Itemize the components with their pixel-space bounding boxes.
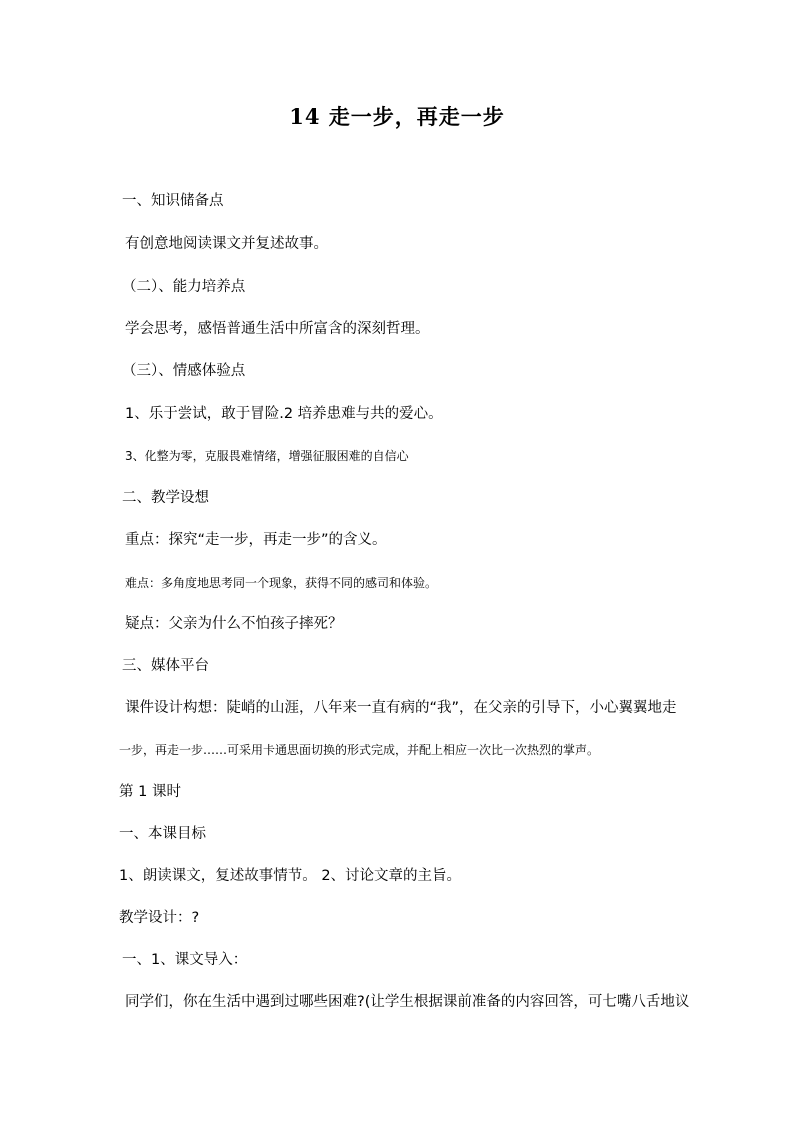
paragraph-knowledge: 有创意地阅读课文并复述故事。 bbox=[125, 236, 328, 252]
paragraph-courseware-1: 课件设计构想：陡峭的山涯，八年来一直有病的“我”，在父亲的引导下，小心翼翼地走 bbox=[125, 700, 677, 716]
paragraph-objectives: 1、朗读课文，复述故事情节。 2、讨论文章的主旨。 bbox=[119, 868, 462, 884]
section-heading-intro: 一、1、课文导入： bbox=[122, 952, 248, 968]
document-title: 14 走一步，再走一步 bbox=[289, 104, 505, 129]
paragraph-emotion-2: 3、化整为零，克服畏难情绪，增强征服困难的自信心 bbox=[125, 449, 409, 463]
paragraph-ability: 学会思考，感悟普通生活中所富含的深刻哲理。 bbox=[125, 321, 430, 337]
paragraph-difficult-point: 难点：多角度地思考同一个现象，获得不同的感司和体验。 bbox=[125, 576, 438, 590]
paragraph-intro: 同学们，你在生活中遇到过哪些困难?(让学生根据课前准备的内容回答，可七嘴八舌地议 bbox=[125, 994, 690, 1010]
teaching-design-label: 教学设计：? bbox=[119, 910, 200, 926]
section-heading-ability: （二）、能力培养点 bbox=[122, 279, 246, 295]
paragraph-emotion-1: 1、乐于尝试，敢于冒险.2 培养患难与共的爱心。 bbox=[125, 406, 443, 422]
section-heading-emotion: （三）、情感体验点 bbox=[122, 363, 246, 379]
section-heading-objectives: 一、本课目标 bbox=[119, 826, 206, 842]
paragraph-key-point: 重点：探究“走一步，再走一步”的含义。 bbox=[125, 532, 387, 548]
section-heading-media: 三、媒体平台 bbox=[122, 658, 209, 674]
paragraph-doubt-point: 疑点：父亲为什么不怕孩子摔死？ bbox=[125, 616, 343, 632]
section-heading-teaching-plan: 二、教学设想 bbox=[122, 490, 209, 506]
paragraph-courseware-2: 一步，再走一步……可采用卡通思面切换的形式完成，并配上相应一次比一次热烈的掌声。 bbox=[119, 743, 600, 757]
section-heading-knowledge: 一、知识储备点 bbox=[122, 193, 224, 209]
lesson-number: 第 1 课时 bbox=[119, 784, 181, 800]
